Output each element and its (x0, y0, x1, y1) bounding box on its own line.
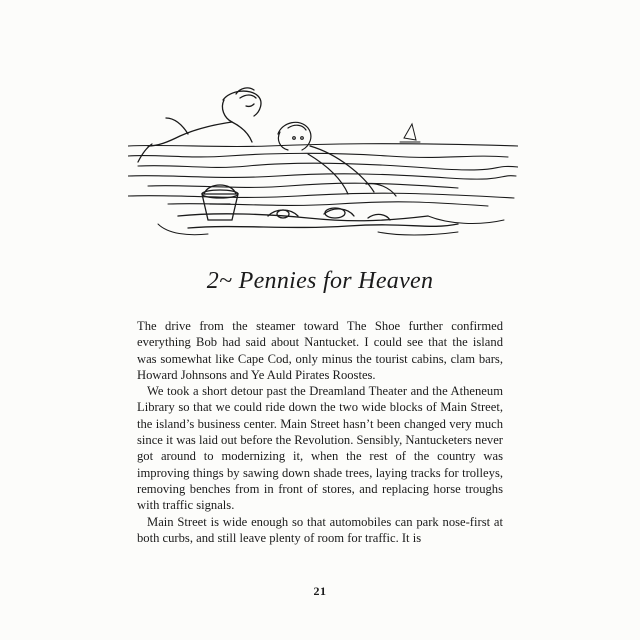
body-text (137, 318, 503, 546)
page-number: 21 (313, 584, 327, 598)
man-swimmer (138, 88, 261, 162)
paragraph-1: The drive from the steamer toward The Shoe further confirmed everything Bob had said about Nantucket. I could see that the island was somewhat like Cape Cod, only minus the tourist cabins, clam bars, Howard Johnsons and Ye Auld Pirates Roostes. (137, 319, 503, 382)
paragraph-2: We took a short detour past the Dreamland Theater and the Atheneum Library so that we could ride down the two wide blocks of Main Street, the island’s business center. Main Street hasn’t been changed very much since it was laid out before the Revolution. Sensibly, Nantucketers never got around to modernizing it, when the rest of the country was improving things by sawing down shade trees, laying tracks for trolleys, removing benches from in front of stores, and replacing horse troughs with traffic signals. (137, 384, 503, 513)
bucket (202, 185, 238, 220)
chapter-title: 2~ Pennies for Heaven (206, 268, 434, 294)
sea-lines (128, 144, 518, 206)
swimmers-illustration (128, 84, 518, 254)
sailboat (400, 124, 420, 142)
paragraph-3: Main Street is wide enough so that automobiles can park nose-first at both curbs, and still leave plenty of room for traffic. It is (137, 514, 503, 545)
shore (178, 208, 458, 228)
